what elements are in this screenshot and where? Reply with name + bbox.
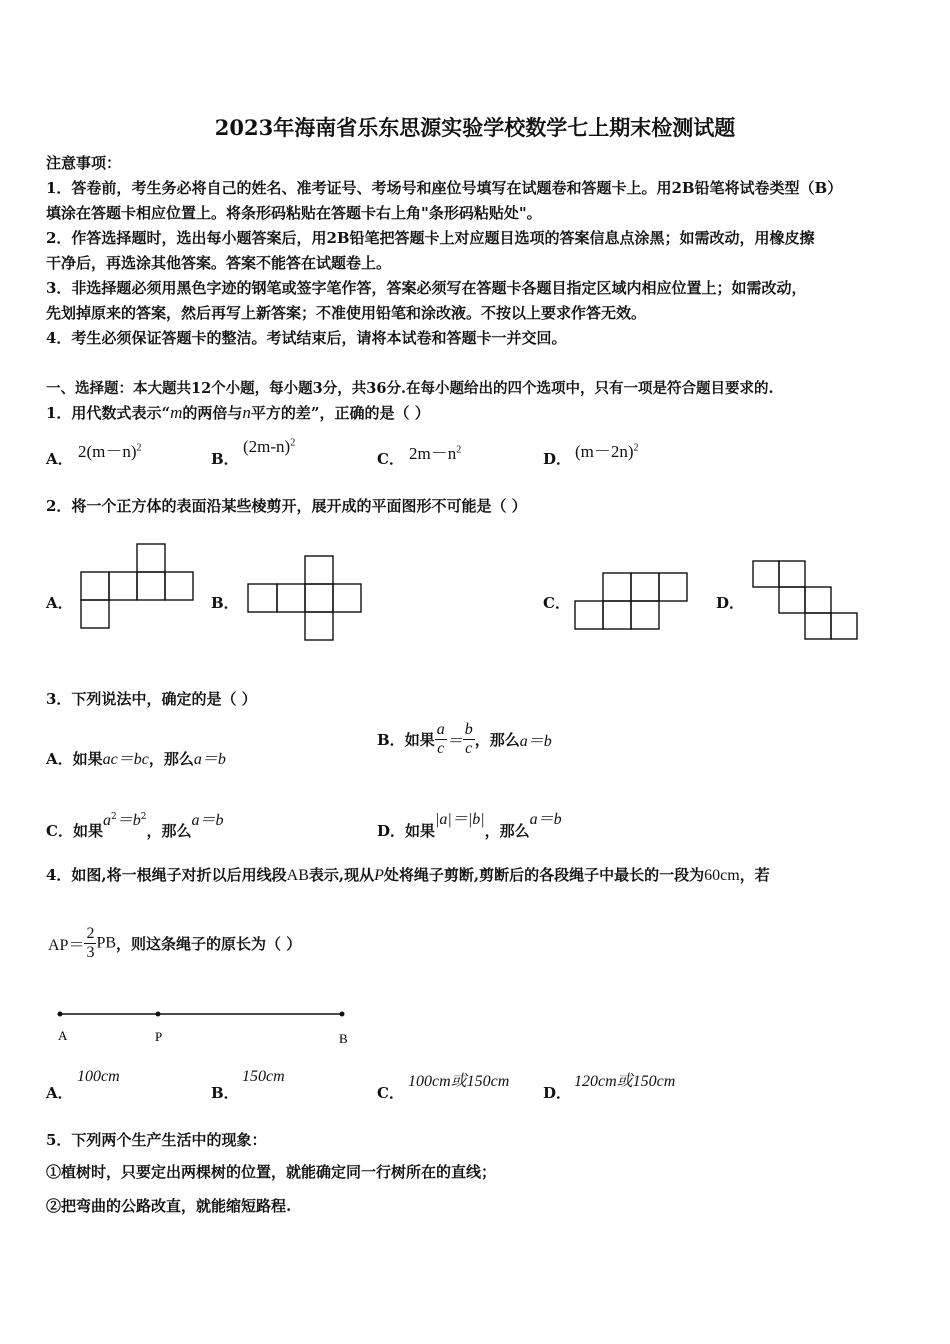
q4-equation-line: AP＝ $\frac{2}{3}$ PB，则这条绳子的原长为（ ） [48,925,302,961]
notice-line: 2．作答选择题时，选出每小题答案后，用2B铅笔把答题卡上对应题目选项的答案信息点涂黑；如需改动，用橡皮擦 [46,229,815,247]
notice-line: 干净后，再选涂其他答案。答案不能答在试题卷上。 [46,254,392,272]
point-b [340,1012,345,1017]
section-heading: 一、选择题：本大题共12个小题，每小题3分，共36分.在每小题给出的四个选项中，只有一项是符合题目要求的. [46,380,774,397]
option-label: C． [543,594,570,612]
option-label: C． [377,1084,404,1102]
option-label: B． [211,1084,239,1102]
q2-net-a[interactable] [80,543,198,633]
q1-option-b[interactable]: $(2m-n)^2$ [243,437,296,456]
page-title: 2023年海南省乐东思源实验学校数学七上期末检测试题 [214,115,736,140]
notice-line: 4．考生必须保证答题卡的整洁。考试结束后，请将本试卷和答题卡一并交回。 [46,329,567,347]
q3-option-d[interactable]: D．如果|a|＝|b|，那么a＝b [377,811,562,840]
option-label: B． [211,450,239,468]
q3-option-c[interactable]: C．如果$a^2=b^2$，那么a＝b [46,812,224,840]
q5-item: ①植树时，只要定出两棵树的位置，就能确定同一行树所在的直线； [46,1163,497,1181]
question-2-stem: 2．将一个正方体的表面沿某些棱剪开，展开成的平面图形不可能是（ ） [46,497,527,515]
question-3-stem: 3．下列说法中，确定的是（ ） [46,690,257,708]
point-label-b: B [339,1031,348,1046]
q1-stem-part: 的两倍与 [182,404,243,422]
q4-option-c[interactable]: 100cm或150cm [408,1073,510,1090]
option-label: A． [46,594,73,612]
q1-option-c[interactable]: $2m-n^2$ [409,444,462,463]
q4-option-b[interactable]: 150cm [242,1068,285,1085]
notice-line: 先划掉原来的答案，然后再写上新答案；不准使用铅笔和涂改液。不按以上要求作答无效。 [46,304,647,322]
notice-line: 1．答卷前，考生务必将自己的姓名、准考证号、考场号和座位号填写在试题卷和答题卡上。用2B铅笔将试卷类型（B） [46,179,843,197]
question-5-stem: 5．下列两个生产生活中的现象： [46,1131,267,1149]
notice-line: 3．非选择题必须用黑色字迹的钢笔或签字笔作答，答案必须写在答题卡各题目指定区域内相应位置上；如需改动， [46,279,807,297]
point-a [58,1012,63,1017]
option-label: D． [543,1084,572,1102]
q4-option-a[interactable]: 100cm [77,1068,120,1085]
question-1-stem [46,402,430,423]
option-label: A． [46,450,73,468]
q3-option-a[interactable]: A．如果ac＝bc，那么a＝b [46,750,226,768]
q2-net-c[interactable] [574,572,692,634]
point-label-p: P [155,1029,163,1044]
point-label-a: A [58,1028,68,1043]
q1-option-d[interactable]: $(m-2n)^2$ [575,442,639,461]
q4-option-d[interactable]: 120cm或150cm [574,1073,676,1090]
option-label: C． [377,450,404,468]
q1-var-n: n [242,403,251,422]
q4-segment-figure [55,1007,355,1047]
q1-option-a[interactable]: $2(m-n)^2$ [78,442,142,461]
q2-net-d[interactable] [752,560,862,642]
option-label: D． [716,594,745,612]
notice-line: 填涂在答题卡相应位置上。将条形码粘贴在答题卡右上角"条形码粘贴处"。 [46,204,542,222]
q5-item: ②把弯曲的公路改直，就能缩短路程. [46,1197,292,1215]
question-4-stem: 4．如图,将一根绳子对折以后用线段AB表示,现从P处将绳子剪断,剪断后的各段绳子中最长的一段为60cm，若 [46,866,770,884]
q3-option-b[interactable]: B．如果 $\frac{a}{c}$ ＝ $\frac{b}{c}$ ，那么a＝b [377,721,552,757]
notice-heading: 注意事项： [46,154,122,172]
q1-stem-part: 平方的差”，正确的是（ ） [250,404,430,422]
option-label: B． [211,594,239,612]
option-label: A． [46,1084,73,1102]
point-p [156,1012,161,1017]
option-label: D． [543,450,572,468]
q2-net-b[interactable] [247,555,365,645]
q1-var-m: m [170,403,183,422]
q1-stem-part: 1．用代数式表示“ [46,404,171,422]
